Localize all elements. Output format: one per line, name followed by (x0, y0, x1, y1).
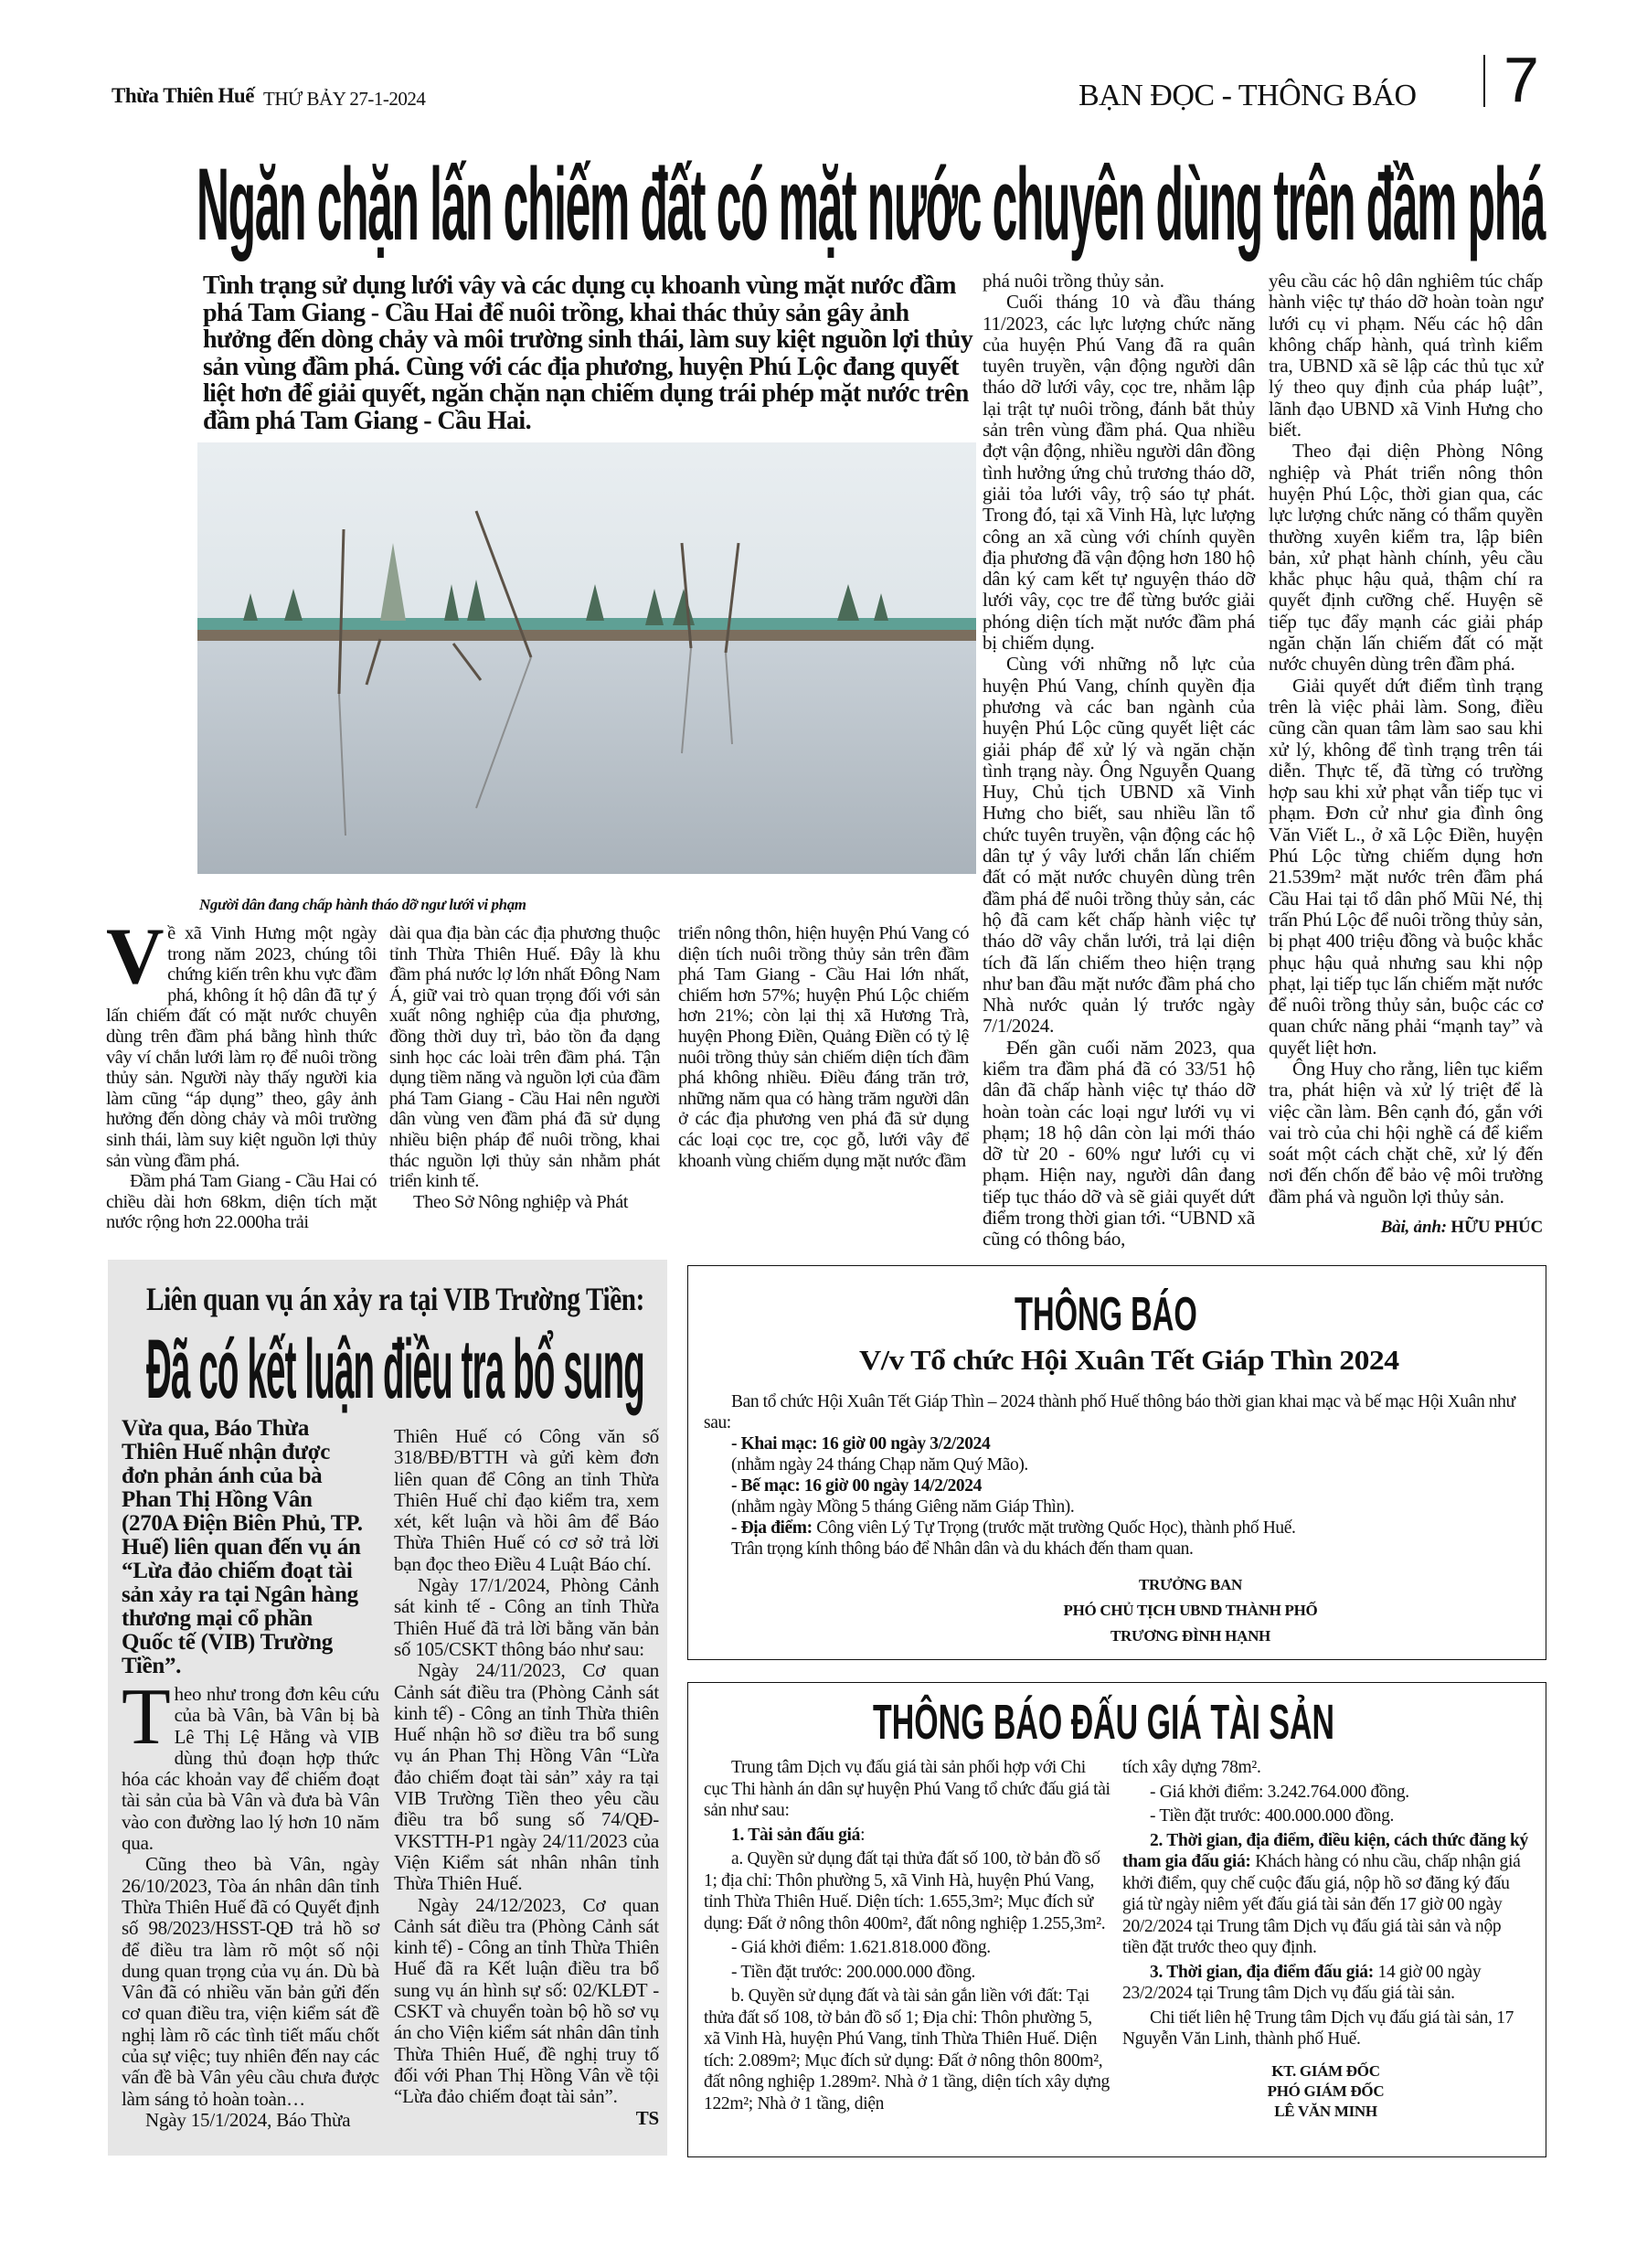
page-number: 7 (1504, 44, 1539, 115)
auction-section-2 (1122, 1830, 1529, 1959)
auction-intro: Trung tâm Dịch vụ đấu giá tài sản phối hợp với Chi cục Thi hành án dân sự huyện Phú Vang tổ chức đấu giá tài sản như sau: (704, 1758, 1110, 1820)
notice-venue-label: - Địa điểm: (731, 1518, 813, 1538)
vib-column-2 (394, 1426, 659, 2129)
byline (1269, 1217, 1543, 1238)
photo-caption: Người dân đang chấp hành tháo dỡ ngư lưới vi phạm (199, 896, 526, 913)
article-headline: Ngăn chặn lấn chiếm đất có mặt nước chuyên dùng trên đầm phá (197, 147, 1546, 261)
paragraph: Ngày 17/1/2024, Phòng Cảnh sát kinh tế - Công an tỉnh Thừa Thiên Huế đã trả lời bằng văn bản số 105/CSKT thông báo như sau: (394, 1574, 659, 1660)
auction-item-a-price: - Giá khởi điểm: 1.621.818.000 đồng. (731, 1938, 991, 1957)
paragraph: triển nông thôn, hiện huyện Phú Vang có diện tích nuôi trồng thủy sản trên đầm phá Tam Giang - Cầu Hai lớn nhất, chiếm hơn 57%; huyện Phú Lộc chiếm hơn 21%; còn lại thị xã Hương Trà, huyện Phong Điền, Quảng Điền có tỷ lệ nuôi trồng thủy sản chiếm diện tích đầm phá không nhiều. Điều đáng trăn trở, những năm qua có hàng trăm người dân ở các địa phương ven phá đã sử dụng các loại cọc tre, cọc gỗ, lưới vây để khoanh vùng chiếm dụng mặt nước đầm (678, 923, 969, 1171)
lagoon-photo (197, 442, 976, 874)
auction-item-b-price: - Giá khởi điểm: 3.242.764.000 đồng. (1150, 1782, 1409, 1802)
notice-venue-text: Công viên Lý Tự Trọng (trước mặt trường Quốc Học), thành phố Huế. (812, 1518, 1296, 1538)
auction-sign-name: LÊ VĂN MINH (1274, 2102, 1377, 2120)
paragraph: Ngày 24/11/2023, Cơ quan Cảnh sát điều tra (Phòng Cảnh sát kinh tế) - Công an tỉnh Thừa thiên Huế nhận hồ sơ điều tra bổ sung vụ án Phan Thị Hồng Vân “Lừa đảo chiếm đoạt tài sản” xảy ra tại VIB Trường Tiền theo yêu cầu điều tra bổ sung số 74/QĐ-VKSTTH-P1 ngày 24/11/2023 của Viện Kiểm sát nhân nhân tỉnh Thừa Thiên Huế. (394, 1659, 659, 1895)
vib-kicker: Liên quan vụ án xảy ra tại VIB Trường Tiền: (146, 1281, 644, 1317)
notice-subtitle: V/v Tổ chức Hội Xuân Tết Giáp Thìn 2024 (859, 1344, 1399, 1376)
paragraph: Theo Sở Nông nghiệp và Phát (413, 1191, 628, 1212)
article-photo (197, 442, 976, 874)
drop-cap: T (122, 1673, 171, 1762)
auction-item-b-cont: tích xây dựng 78m². (1122, 1758, 1261, 1777)
masthead-logo: Thừa Thiên Huế (112, 84, 254, 107)
colon: : (860, 1825, 866, 1845)
auction-section-3-label: 3. Thời gian, địa điểm đấu giá: (1150, 1962, 1374, 1982)
notice-body (704, 1391, 1531, 1649)
auction-column-2 (1122, 1757, 1529, 2122)
paragraph: Ông Huy cho rằng, liên tục kiểm tra, phát hiện và xử lý triệt để là việc cần làm. Bên cạnh đó, gắn với vai trò của chi hội nghề cá để kiểm soát một cách chặt chẽ, xử lý đến nơi đến chốn để bảo vệ môi trường đầm phá và nguồn lợi thủy sản. (1269, 1057, 1543, 1208)
auction-section-3 (1122, 1962, 1529, 2005)
auction-sign-title: KT. GIÁM ĐỐC (1271, 2061, 1380, 2080)
paragraph: Giải quyết dứt điểm tình trạng trên là việc phải làm. Song, điều cũng cần quan tâm làm sao sau khi xử lý, không để tình trạng trên tái diễn. Thực tế, đã từng có trường hợp sau khi xử phạt vẫn tiếp tục vi phạm. Đơn cử như gia đình ông Văn Viết L., ở xã Lộc Điền, huyện Phú Lộc từng chiếm dụng hơn 21.539m² mặt nước trên đầm phá Cầu Hai tại tổ dân phố Mũi Né, thị trấn Phú Lộc để nuôi trồng thủy sản, bị phạt 400 triệu đồng và buộc khắc phục hậu quả nhưng sau khi nộp phạt, lại tiếp tục lấn chiếm mặt nước để nuôi trồng thủy sản, buộc các cơ quan chức năng phải “mạnh tay” và quyết liệt hơn. (1269, 674, 1543, 1059)
auction-item-a-deposit: - Tiền đặt trước: 200.000.000 đồng. (731, 1962, 976, 1982)
header-divider (1483, 55, 1485, 107)
article-column-2 (389, 923, 660, 1212)
notice-closing: - Bế mạc: 16 giờ 00 ngày 14/2/2024 (731, 1476, 982, 1496)
auction-section-1-label: 1. Tài sản đấu giá (731, 1825, 861, 1845)
auction-title: THÔNG BÁO ĐẤU GIÁ TÀI SẢN (873, 1695, 1334, 1750)
article-lead: Tình trạng sử dụng lưới vây và các dụng cụ khoanh vùng mặt nước đầm phá Tam Giang - Cầu Hai để nuôi trồng, khai thác thủy sản gây ảnh hưởng đến dòng chảy và môi trường sinh thái, làm suy kiệt nguồn lợi thủy sản vùng đầm phá. Cùng với các địa phương, huyện Phú Lộc đang quyết liệt hơn để giải quyết, ngăn chặn nạn chiếm dụng trái phép mặt nước trên đầm phá Tam Giang - Cầu Hai. (203, 272, 973, 435)
auction-sign-position: PHÓ GIÁM ĐỐC (1267, 2082, 1385, 2100)
vib-signature: TS (635, 2106, 659, 2129)
paragraph: Theo đại diện Phòng Nông nghiệp và Phát triển nông thôn huyện Phú Lộc, thời gian qua, các lực lượng chức năng có thẩm quyền thường xuyên kiểm tra, lập biên bản, xử phạt hành chính, yêu cầu khắc phục hậu quả, thậm chí ra quyết định cưỡng chế. Huyện sẽ tiếp tục đẩy mạnh các giải pháp ngăn chặn lấn chiếm đất có mặt nước chuyên dùng trên đầm phá. (1269, 440, 1543, 676)
paragraph: ề xã Vinh Hưng một ngày trong năm 2023, chúng tôi chứng kiến trên khu vực đầm phá, không ít hộ dân đã tự ý lấn chiếm đất có mặt nước chuyên dùng trên đầm phá bằng hình thức vây ví chắn lưới làm rọ để nuôi trồng thủy sản. Người này thấy người kia làm cũng “áp dụng” theo, gây ảnh hưởng đến dòng chảy và môi trường sinh thái, làm suy kiệt nguồn lợi thủy sản vùng đầm phá. (106, 923, 377, 1171)
paragraph: Thiên Huế có Công văn số 318/BĐ/BTTH và gửi kèm đơn liên quan để Công an tỉnh Thừa Thiên Huế chỉ đạo kiểm tra, xem xét, kết luận và hồi âm để Báo Thừa Thiên Huế có cơ sở trả lời bạn đọc theo Điều 4 Luật Báo chí. (394, 1425, 659, 1575)
vib-intro: Vừa qua, Báo Thừa Thiên Huế nhận được đơn phản ánh của bà Phan Thị Hồng Vân (270A Điện Biên Phủ, TP. Huế) liên quan đến vụ án “Lừa đảo chiếm đoạt tài sản xảy ra tại Ngân hàng thương mại cổ phần Quốc tế (VIB) Trường Tiền”. (122, 1416, 363, 1678)
paragraph: Ngày 15/1/2024, Báo Thừa (145, 2108, 351, 2131)
auction-contact: Chi tiết liên hệ Trung tâm Dịch vụ đấu giá tài sản, 17 Nguyễn Văn Linh, thành phố Huế. (1122, 2007, 1514, 2049)
auction-column-1 (704, 1757, 1110, 2117)
article-column-5 (1269, 271, 1543, 1238)
notice-opening-note: (nhằm ngày 24 tháng Chạp năm Quý Mão). (731, 1455, 1028, 1475)
auction-section-1 (704, 1825, 1110, 1847)
notice-sign-position: PHÓ CHỦ TỊCH UBND THÀNH PHỐ (1063, 1602, 1318, 1619)
drop-cap: V (106, 912, 165, 1001)
paragraph: yêu cầu các hộ dân nghiêm túc chấp hành việc tự tháo dỡ hoàn toàn ngư lưới cụ vi phạm. Nếu các hộ dân không chấp hành, quá trình kiểm tra, UBND xã sẽ lập các thủ tục xử lý theo quy định của pháp luật”, lãnh đạo UBND xã Vinh Hưng cho biết. (1269, 270, 1543, 442)
notice-signature (704, 1572, 1531, 1649)
paragraph: Cuối tháng 10 và đầu tháng 11/2023, các lực lượng chức năng của huyện Phú Vang đã ra quân tuyên truyền, vận động người dân tháo dỡ lưới vây, cọc tre, nhằm lập lại trật tự nuôi trồng, đánh bắt thủy sản trên vùng đầm phá. Qua nhiều đợt vận động, nhiều người dân đồng tình hưởng ứng chủ trương tháo dỡ, giải tỏa lưới vây, trộ sáo tự phát. Trong đó, tại xã Vinh Hà, lực lượng công an xã cùng với chính quyền địa phương đã vận động hơn 180 hộ dân ký cam kết tự nguyện tháo dỡ lưới vây, cọc tre để từng bước giải phóng diện tích mặt nước đầm phá bị chiếm dụng. (983, 291, 1256, 655)
issue-date: THỨ BẢY 27-1-2024 (263, 88, 426, 110)
notice-venue (704, 1517, 1531, 1539)
notice-title: THÔNG BÁO (1015, 1288, 1197, 1341)
byline-author: HỮU PHÚC (1450, 1218, 1543, 1238)
article-column-4 (983, 271, 1255, 1251)
notice-sign-name: TRƯƠNG ĐÌNH HẠNH (1110, 1627, 1270, 1645)
auction-item-a: a. Quyền sử dụng đất tại thửa đất số 100, tờ bản đồ số 1; địa chỉ: Thôn phường 5, xã Vinh Hà, huyện Phú Vang, tỉnh Thừa Thiên Huế. Diện tích: 1.655,3m²; Mục đích sử dụng: Đất ở nông thôn 400m², đất nông nghiệp 1.255,3m². (704, 1849, 1106, 1933)
auction-section-2-text: Khách hàng có nhu cầu, chấp nhận giá khởi điểm, quy chế cuộc đấu giá, nộp hồ sơ đăng ký đấu giá từ ngày niêm yết đấu giá tài sản đến 17 giờ 00 ngày 20/2/2024 tại Trung tâm Dịch vụ đấu giá tài sản và nộp tiền đặt trước theo quy định. (1122, 1852, 1521, 1957)
article-column-3 (678, 923, 969, 1171)
auction-signature (1122, 2061, 1529, 2122)
vib-headline: Đã có kết luận điều tra bổ sung (146, 1323, 644, 1416)
article-column-1 (106, 912, 377, 1233)
notice-intro: Ban tổ chức Hội Xuân Tết Giáp Thìn – 2024 thành phố Huế thông báo thời gian khai mạc và bế mạc Hội Xuân như sau: (704, 1392, 1515, 1432)
paragraph: heo như trong đơn kêu cứu của bà Vân, bà Vân bị bà Lê Thị Lệ Hằng và VIB dùng thủ đoạn hợp thức hóa các khoản vay để chiếm đoạt tài sản của bà Vân và đưa bà Vân vào con đường lao lý hơn 10 năm qua. (122, 1683, 379, 1855)
notice-closing-note: (nhằm ngày Mồng 5 tháng Giêng năm Giáp Thìn). (731, 1497, 1075, 1517)
paragraph: phá nuôi trồng thủy sản. (983, 270, 1164, 292)
auction-section-3-text: 14 giờ 00 ngày 23/2/2024 tại Trung tâm Dịch vụ đấu giá tài sản. (1122, 1962, 1482, 2003)
auction-section-2-label: 2. Thời gian, địa điểm, điều kiện, cách thức đăng ký tham gia đấu giá: (1122, 1830, 1528, 1871)
paragraph: Cũng theo bà Vân, ngày 26/10/2023, Tòa án nhân dân tỉnh Thừa Thiên Huế đã có Quyết định số 98/2023/HSST-QĐ trả hồ sơ để điều tra làm rõ một số nội dung quan trọng của vụ án. Dù bà Vân đã có nhiều văn bản gửi đến cơ quan điều tra, viện kiểm sát đề nghị làm rõ các tình tiết mấu chốt của sự việc; tuy nhiên đến nay các vấn đề bà Vân yêu cầu chưa được làm sáng tỏ hoàn toàn… (122, 1853, 379, 2110)
paragraph: dài qua địa bàn các địa phương thuộc tỉnh Thừa Thiên Huế. Đây là khu đầm phá nước lợ lớn nhất Đông Nam Á, giữ vai trò quan trọng đối với sản xuất nông nghiệp của địa phương, đồng thời duy trì, bảo tồn đa dạng sinh học các loài trên đầm phá. Tận dụng tiềm năng và nguồn lợi của đầm phá Tam Giang - Cầu Hai nên người dân vùng ven đầm phá đã sử dụng nhiều biện pháp để nuôi trồng, khai thác nguồn lợi thủy sản nhằm phát triển kinh tế. (389, 923, 660, 1192)
notice-sign-title: TRƯỞNG BAN (1138, 1576, 1242, 1593)
paragraph: Ngày 24/12/2023, Cơ quan Cảnh sát điều tra (Phòng Cảnh sát kinh tế) - Công an tỉnh Thừa Thiên Huế đã ra Kết luận điều tra bổ sung vụ án hình sự số: 02/KLĐT - CSKT và chuyển toàn bộ hồ sơ vụ án cho Viện kiểm sát nhân dân tỉnh Thừa Thiên Huế, đề nghị truy tố đối với Phan Thị Hồng Vân về tội “Lừa đảo chiếm đoạt tài sản”. (394, 1893, 659, 2108)
vib-column-1 (122, 1673, 379, 2131)
notice-closing-text: Trân trọng kính thông báo để Nhân dân và du khách đến tham quan. (731, 1539, 1194, 1559)
byline-label: Bài, ảnh: (1380, 1218, 1447, 1238)
auction-item-b: b. Quyền sử dụng đất và tài sản gắn liền với đất: Tại thửa đất số 108, tờ bản đồ số 1; Địa chỉ: Thôn phường 5, xã Vinh Hà, huyện Phú Vang, tỉnh Thừa Thiên Huế. Diện tích: 2.089m²; Mục đích sử dụng: Đất ở nông thôn 800m², đất nông nghiệp 1.289m². Nhà ở 1 tầng, diện tích xây dựng 122m²; Nhà ở 1 tầng, diện (704, 1986, 1110, 2114)
paragraph: Cùng với những nỗ lực của huyện Phú Vang, chính quyền địa phương và các ban ngành của huyện Phú Lộc cũng quyết liệt các giải pháp để xử lý và ngăn chặn tình trạng này. Ông Nguyễn Quang Huy, Chủ tịch UBND xã Vinh Hưng cho biết, sau nhiều lần tổ chức tuyên truyền, vận động các hộ dân tự ý vây lưới chắn lấn chiếm đất có mặt nước chuyên dùng trên đầm phá để nuôi trồng thủy sản, các hộ đã cam kết chấp hành việc tự tháo dỡ vây chắn lưới, trả lại diện tích đã lấn chiếm theo hiện trạng như ban đầu mặt nước đầm phá cho Nhà nước quản lý trước ngày 7/1/2024. (983, 653, 1255, 1038)
paragraph: Đầm phá Tam Giang - Cầu Hai có chiều dài hơn 68km, diện tích mặt nước rộng hơn 22.000ha trải (106, 1171, 377, 1233)
section-title: BẠN ĐỌC - THÔNG BÁO (1079, 79, 1417, 112)
paragraph: Đến gần cuối năm 2023, qua kiểm tra đầm phá đã có 33/51 hộ dân đã chấp hành việc tự tháo dỡ hoàn toàn các loại ngư lưới vụ vi phạm; 18 hộ dân còn lại mới tháo dỡ từ 20 - 60% ngư lưới cụ vi phạm. Hiện nay, người dân đang tiếp tục tháo dỡ và sẽ giải quyết dứt điểm trong thời gian tới. “UBND xã cũng có thông báo, (983, 1036, 1255, 1251)
notice-opening: - Khai mạc: 16 giờ 00 ngày 3/2/2024 (731, 1434, 991, 1453)
auction-item-b-deposit: - Tiền đặt trước: 400.000.000 đồng. (1150, 1806, 1395, 1826)
